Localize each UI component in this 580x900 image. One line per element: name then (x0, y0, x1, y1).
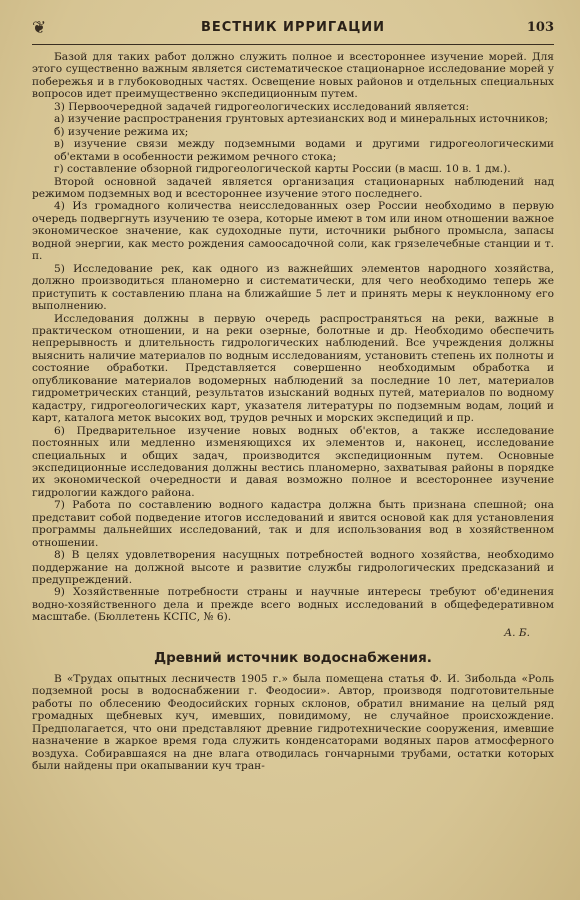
decorative-flourish-icon: ❦ (32, 18, 47, 38)
paragraph: Исследования должны в первую очередь распространяться на реки, важные в практическом отношении, и на реки озерные, болотные и др. Необходимо обеспечить непрерывность и длительность гидрологических наблюдений. Все учреждения должны выяснить наличие материалов по водным исследованиям, установить степень их полноты и состояние обработки. Представляется совершенно необходимым обработка и опубликование материалов водомерных наблюдений за последние 10 лет, материалов гидрометрических станций, результатов изысканий водных путей, материалов по водному кадастру, гидрогеологических карт, указателя литературы по подземным водам, лоций и карт, каталога меток высоких вод, трудов речных и морских экспедиций и пр. (32, 312, 554, 425)
paragraph: 8) В целях удовлетворения насущных потребностей водного хозяйства, необходимо поддержание на должной высоте и развитие службы гидрологических предсказаний и предупреждений. (32, 549, 554, 587)
page-number: 103 (526, 20, 554, 35)
paragraph: 9) Хозяйственные потребности страны и научные интересы требуют об'единения водно-хозяйственного дела и прежде всего водных исследований в общефедеративном масштабе. (Бюллетень КСПС, № 6). (32, 586, 554, 624)
list-item: б) изучение режима их; (54, 125, 189, 138)
paragraph: Базой для таких работ должно служить полное и всестороннее изучение морей. Для этого существенно важным является систематическое стационарное исследование морей у побережья и в глубоководных частях. Освещение новых районов и отдельных специальных вопросов идет преимущественно экспедиционным путем. (32, 51, 554, 101)
paragraph: 5) Исследование рек, как одного из важнейших элементов народного хозяйства, должно производиться планомерно и систематически, для чего необходимо теперь же приступить к составлению плана на ближайшие 5 лет и принять меры к неуклонному его выполнению. (32, 262, 554, 313)
author-signature: А. Б. (504, 626, 530, 639)
page-header (32, 18, 554, 45)
paragraph: В «Трудах опытных лесничеств 1905 г.» была помещена статья Ф. И. Зибольда «Роль подземной росы в водоснабжении г. Феодосии». Автор, производя подготовительные работы по облесению Феодосийских горных склонов, обратил внимание на целый ряд громадных щебневых куч, имевших, повидимому, не случайное происхождение. Предполагается, что они представляют древние гидротехнические сооружения, имевшие назначение в жаркое время года служить конденсаторами водяных паров атмосферного воздуха. Собиравшаяся на дне влага отводилась гончарными трубами, остатки которых были найдены при окапывании куч тран- (32, 672, 554, 773)
list-item: г) составление обзорной гидрогеологической карты России (в масш. 10 в. 1 дм.). (54, 163, 511, 176)
list-item: а) изучение распространения грунтовых артезианских вод и минеральных источников; (54, 113, 549, 126)
journal-title: ВЕСТНИК ИРРИГАЦИИ (200, 20, 386, 35)
paragraph: 6) Предварительное изучение новых водных об'ектов, а также исследование постоянных или медленно изменяющихся их элементов и, наконец, исследование специальных и общих задач, производится экспедиционным путем. Основные экспедиционные исследования должны вестись планомерно, захватывая районы в порядке их экономической очередности и давая возможно полное и всестороннее изучение гидрологии каждого района. (32, 424, 554, 499)
paragraph: 3) Первоочередной задачей гидрогеологических исследований является: (54, 100, 470, 113)
article-body (32, 51, 554, 772)
list-item: в) изучение связи между подземными водами и другими гидрогеологическими об'ектами в особенности режимом речного стока; (54, 138, 554, 163)
paragraph: 7) Работа по составлению водного кадастра должна быть признана спешной; она представит собой подведение итогов исследований и явится основой как для установления программы дальнейших исследований, так и для использования вод в хозяйственном отношении. (32, 499, 554, 549)
paragraph: Второй основной задачей является организация стационарных наблюдений над режимом подземных вод и всестороннее изучение этого последнего. (32, 175, 554, 200)
paragraph: 4) Из громадного количества неисследованных озер России необходимо в первую очередь подвергнуть изучению те озера, которые имеют в том или ином отношении важное экономическое значение, как судоходные пути, источники рыбного промысла, запасы водной энергии, как место рождения самоосадочной соли, как грязелечебные станции и т. п. (32, 200, 554, 263)
article-title: Древний источник водоснабжения. (154, 649, 432, 666)
